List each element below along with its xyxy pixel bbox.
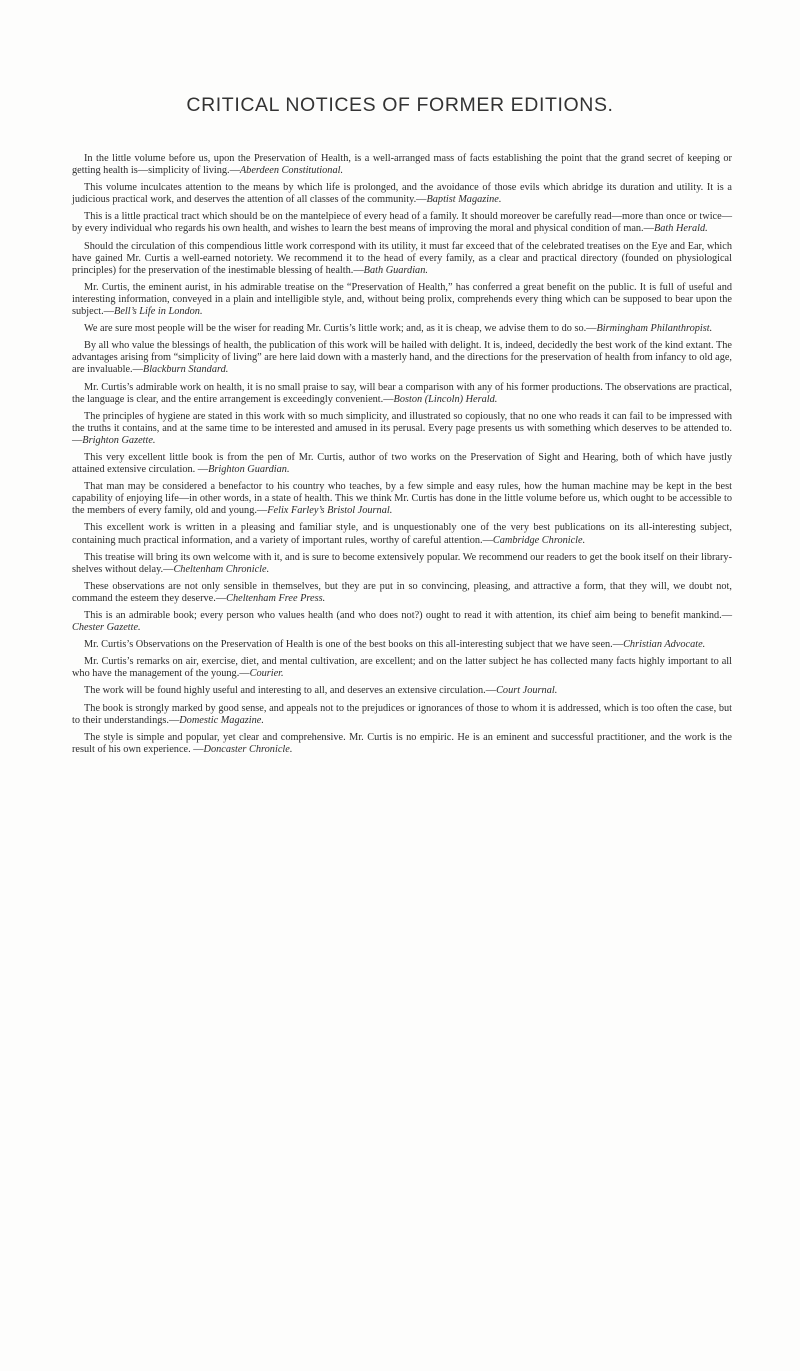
notice-text: The book is strongly marked by good sense, and appeals not to the prejudices or ignorances of those to whom it is addressed, which is too often the case, but to their understandings.— xyxy=(72,702,732,726)
notice-text: That man may be considered a benefactor to his country who teaches, by a few simple and easy rules, how the human machine may be kept in the best capability of enjoying life—in other words, in a state of health. This we think Mr. Curtis has done in the little volume before us, which ought to be accessible to the members of every family, old and young.— xyxy=(72,481,732,517)
notice-paragraph xyxy=(72,656,732,680)
notice-text: The principles of hygiene are stated in this work with so much simplicity, and illustrated so copiously, that no one who reads it can fail to be impressed with the truths it contains, and at the same time to be interested and amused in its perusal. Every page presents us with something which deserves to be attended to.— xyxy=(72,410,732,446)
notice-text: This treatise will bring its own welcome with it, and is sure to become extensively popular. We recommend our readers to get the book itself on their library-shelves without delay.— xyxy=(72,551,732,575)
notice-text: Mr. Curtis, the eminent aurist, in his admirable treatise on the “Preservation of Health,” has conferred a great benefit on the public. It is full of useful and interesting information, conveyed in a plain and intelligible style, and, without being prolix, comprehends every thing which can be supposed to bear upon the subject.— xyxy=(72,281,732,318)
notice-paragraph xyxy=(72,340,732,376)
notice-paragraph xyxy=(72,703,732,727)
notice-source: Doncaster Chronicle. xyxy=(203,743,293,755)
notice-paragraph xyxy=(72,581,732,605)
notice-text: Mr. Curtis’s Observations on the Preservation of Health is one of the best books on this all-interesting subject that we have seen.— xyxy=(84,639,624,651)
notice-paragraph xyxy=(72,211,732,235)
notice-source: Courier. xyxy=(249,668,284,680)
notice-text: Mr. Curtis’s remarks on air, exercise, diet, and mental cultivation, are excellent; and on the latter subject he has collected many facts highly important to all who have the management of the young.— xyxy=(72,656,732,680)
notice-source: Boston (Lincoln) Herald. xyxy=(393,393,498,405)
notice-source: Blackburn Standard. xyxy=(142,364,229,376)
notice-source: Felix Farley’s Bristol Journal. xyxy=(267,505,393,517)
notice-paragraph xyxy=(72,732,732,756)
notice-text: This very excellent little book is from the pen of Mr. Curtis, author of two works on the Preservation of Sight and Hearing, both of which have justly attained extensive circulation. — xyxy=(72,451,732,476)
notice-paragraph xyxy=(72,452,732,476)
notice-paragraph xyxy=(72,639,732,651)
page-title: CRITICAL NOTICES OF FORMER EDITIONS. xyxy=(186,94,614,116)
notice-source: Christian Advocate. xyxy=(623,639,706,651)
notice-source: Bath Guardian. xyxy=(363,264,428,276)
notice-source: Cheltenham Free Press. xyxy=(226,592,326,604)
notice-source: Domestic Magazine. xyxy=(179,714,264,726)
notice-text: This is a little practical tract which should be on the mantelpiece of every head of a family. It should moreover be carefully read—more than once or twice—by every individual who regards his own health, and wishes to learn the best means of improving the moral and physical condition of man.— xyxy=(72,211,732,235)
notice-source: Baptist Magazine. xyxy=(426,194,502,206)
notice-text: By all who value the blessings of health, the publication of this work will be hailed with delight. It is, indeed, decidedly the best work of the kind extant. The advantages arising from “simplicity of living” are here laid down with a masterly hand, and the directions for the preservation of health from infancy to old age, are invaluable.— xyxy=(72,340,732,376)
notice-paragraph xyxy=(72,610,732,634)
notice-source: Court Journal. xyxy=(496,685,558,697)
notice-text: This excellent work is written in a pleasing and familiar style, and is unquestionably one of the very best publications on its all-interesting subject, containing much practical information, and a variety of important rules, worthy of careful attention.— xyxy=(72,522,732,546)
notice-source: Cambridge Chronicle. xyxy=(492,534,586,546)
notice-paragraph xyxy=(72,522,732,546)
notice-text: This volume inculcates attention to the means by which life is prolonged, and the avoidance of those evils which abridge its duration and utility. It is a judicious practical work, and deserves the attention of all classes of the community.— xyxy=(72,182,732,206)
notice-paragraph xyxy=(72,241,732,277)
notice-text: This is an admirable book; every person who values health (and who does not?) ought to read it with attention, its chief aim being to benefit mankind.— xyxy=(84,610,732,621)
notice-text: These observations are not only sensible in themselves, but they are put in so convincing, pleasing, and attractive a form, that they will, we doubt not, command the esteem they deserve.— xyxy=(72,580,732,604)
notice-source: Birmingham Philanthropist. xyxy=(596,323,713,335)
notice-source: Bell’s Life in London. xyxy=(114,306,203,318)
notice-text: Should the circulation of this compendious little work correspond with its utility, it must far exceed that of the celebrated treatises on the Eye and Ear, which have gained Mr. Curtis a well-earned notoriety. We recommend it to the head of every family, as a clear and practical directory (founded on physiological principles) for the preservation of the inestimable blessing of health.— xyxy=(72,240,732,276)
notice-paragraph xyxy=(72,481,732,517)
notice-source: Bath Herald. xyxy=(653,223,708,235)
notices-list xyxy=(72,153,732,761)
notice-paragraph xyxy=(72,153,732,177)
notice-text: In the little volume before us, upon the Preservation of Health, is a well-arranged mass of facts establishing the point that the grand secret of keeping or getting health is—simplicity of living.— xyxy=(72,153,732,177)
notice-paragraph xyxy=(72,382,732,406)
notice-paragraph xyxy=(72,323,732,335)
notice-paragraph xyxy=(72,282,732,318)
notice-text: We are sure most people will be the wiser for reading Mr. Curtis’s little work; and, as it is cheap, we advise them to do so.— xyxy=(84,323,597,335)
notice-source: Cheltenham Chronicle. xyxy=(173,563,270,575)
notice-source: Brighton Gazette. xyxy=(82,434,156,446)
notice-text: Mr. Curtis’s admirable work on health, it is no small praise to say, will bear a comparison with any of his former productions. The observations are practical, the language is clear, and the entire arrangement is exceedingly convenient.— xyxy=(72,381,732,405)
notice-source: Chester Gazette. xyxy=(72,622,141,634)
notice-text: The style is simple and popular, yet clear and comprehensive. Mr. Curtis is no empiric. He is an eminent and successful practitioner, and the work is the result of his own experience. — xyxy=(72,731,732,755)
notice-paragraph xyxy=(72,552,732,576)
notice-text: The work will be found highly useful and interesting to all, and deserves an extensive circulation.— xyxy=(84,685,497,697)
notice-source: Brighton Guardian. xyxy=(208,464,290,476)
notice-paragraph xyxy=(72,182,732,206)
notice-paragraph xyxy=(72,685,732,697)
notice-source: Aberdeen Constitutional. xyxy=(239,165,344,177)
notice-paragraph xyxy=(72,411,732,447)
